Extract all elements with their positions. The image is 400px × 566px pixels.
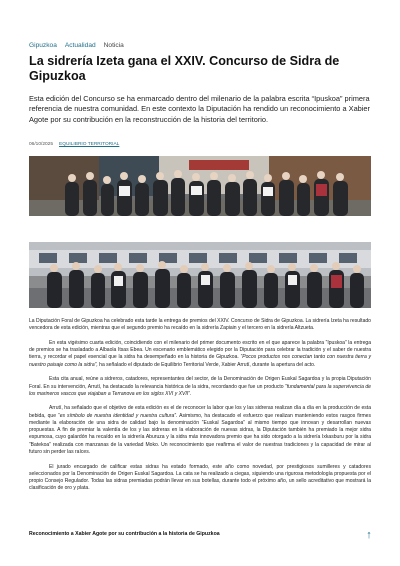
body-text: La Diputación Foral de Gipuzkoa ha celebrado esta tarde la entrega de premios del XXIV. Concurso de Sidra de Gipuzkoa. La sidrería Izeta ha resultado vencedora de esta edición, mientras que el segundo premio ha recaído en la sidrería Zapiain y el tercero en la sidrería Altzueta. <box>29 318 371 332</box>
body-paragraph <box>29 340 371 369</box>
article-lead: Esta edición del Concurso se ha enmarcado dentro del milenario de la palabra escrita “Ipuskoa” primera referencia de nuestra comunidad. En este contexto la Diputación ha rendido un reconocimiento a Xabier Agote por su contribución en la reconstrucción de la historia del territorio. <box>29 94 371 124</box>
breadcrumb-item-gipuzkoa[interactable]: Gipuzkoa <box>29 42 57 49</box>
breadcrumb-current: Noticia <box>103 42 124 49</box>
body-paragraph <box>29 464 371 493</box>
article-body <box>29 318 371 500</box>
article-meta <box>29 142 119 148</box>
body-text: Arrutí, ha señalado que el objetivo de esta edición es el de reconocer la labor que los y las sidreras realizan día a día en la producción de esta bebida, que <box>29 405 371 419</box>
body-text: El jurado encargado de calificar estas sidras ha estado formado, este año como novedad, por prestigiosos sumilleres y catadores seleccionados por la Denominación de Origen Euskal Sagardoa. La cata se ha realizado a ciegas, siguiendo una rigurosa metodología propuesta por el propio Consejo Regulador. Todas las sidras premiadas podrán llevar en sus botellas, durante todo el próximo año, un sello acreditativo que mostrará la clasificación de oro y plata. <box>29 463 371 492</box>
breadcrumb-item-actualidad[interactable]: Actualidad <box>64 42 96 49</box>
article-photo-2 <box>29 242 371 308</box>
group-photo-icon <box>29 156 371 216</box>
arrow-up-icon: ↑ <box>366 529 372 541</box>
body-paragraph <box>29 318 371 333</box>
article-title: La sidrería Izeta gana el XXIV. Concurso de Sidra de Gipuzkoa <box>29 54 340 83</box>
article-photo-1 <box>29 156 371 216</box>
department-link[interactable]: EQUILIBRIO TERRITORIAL <box>59 142 120 147</box>
body-quote: “Pocos productos nos conectan tanto con nuestra tierra y nuestro paisaje como la sidra”, <box>29 354 371 368</box>
body-paragraph <box>29 405 371 456</box>
body-text: Esta cita anual, reúne a sidreros, catadores, representantes del sector, de la Denominación de Origen Euskal Sagardoa y la propia Diputación Foral. En su intervención, Arrutí, ha destacado la relevancia histórica de la sidra, recordando que fue un producto <box>29 376 371 390</box>
body-quote: “fundamental para la supervivencia de los marineros vascos que viajaban a Terranova en los siglos XVI y XVII”. <box>29 383 371 397</box>
body-text: Asimismo, ha destacado el esfuerzo que realizan manteniendo estos rasgos firmes mediante la elaboración de una sidra de calidad bajo la denominación “Euskal Sagardoa” al mismo tiempo que innovan y desarrollan nuevas propuestas. A fin de premiar la valentía de los y las sidreras en la elaboración de nuevas sidras, la Diputación también ha premiado la mejor sidra espumosa, cuyo galardón ha recaído en la sidrería Aburuza y la sidra más innovadora premio que ha sido otorgado a la sidrería Ixkasburu por la sidra “Batekoa” realizada con manzanas de la variedad Moko. Un reconocimiento que reafirma el valor de nuestras tradiciones y la capacidad de mirar al futuro sin perder las raíces. <box>29 412 371 455</box>
publish-date: 06/10/2025 <box>29 142 54 147</box>
body-quote: “es símbolo de nuestra identidad y nuestra cultura”. <box>58 412 178 419</box>
section-subheading: Reconocimiento a Xabier Agote por su contribución a la historia de Gipuzkoa <box>29 531 220 537</box>
body-text: ha señalado el diputado de Equilibrio Territorial Verde, Xabier Arrutí, durante la apertura del acto. <box>97 361 316 368</box>
body-paragraph <box>29 376 371 398</box>
back-to-top-button[interactable] <box>363 528 375 542</box>
group-photo-icon <box>29 242 371 308</box>
breadcrumb <box>29 41 124 50</box>
body-text: En esta vigésimo cuarta edición, coincidiendo con el milenario del primer documento escrito en el que aparece la palabra “Ipuskoa” la entrega de premios se ha trasladado a Albaola Itsas Ebea. Un escenario emblemático elegido por la Diputación para celebrar la tradición y el saber de nuestra tierra, y recordar el papel esencial que la sidra ha desempeñado en la historia de Gipuzkoa. <box>29 339 371 361</box>
